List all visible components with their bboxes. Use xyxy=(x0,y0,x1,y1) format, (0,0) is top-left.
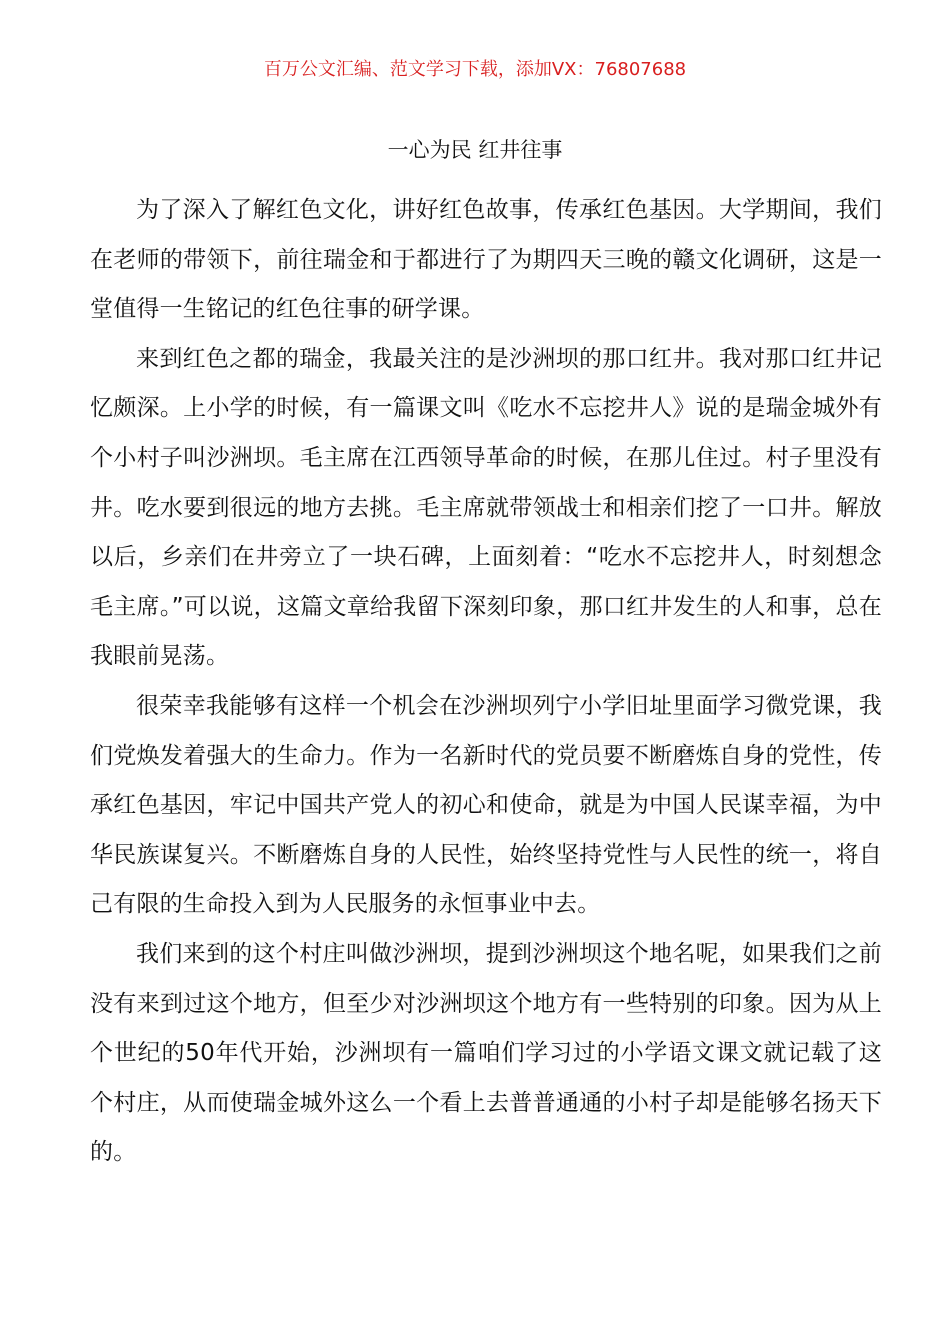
paragraph-4: 我们来到的这个村庄叫做沙洲坝，提到沙洲坝这个地名呢，如果我们之前没有来到过这个地方，但至少对沙洲坝这个地方有一些特别的印象。因为从上个世纪的50年代开始，沙洲坝有一篇咱们学习过的小学语文课文就记载了这个村庄，从而使瑞金城外这么一个看上去普普通通的小村子却是能够名扬天下的。 xyxy=(90,940,882,1166)
document-title: 一心为民 红井往事 xyxy=(387,138,563,162)
paragraph-3: 很荣幸我能够有这样一个机会在沙洲坝列宁小学旧址里面学习微党课，我们党焕发着强大的生命力。作为一名新时代的党员要不断磨炼自身的党性，传承红色基因，牢记中国共产党人的初心和使命，就是为中国人民谋幸福，为中华民族谋复兴。不断磨炼自身的人民性，始终坚持党性与人民性的统一，将自己有限的生命投入到为人民服务的永恒事业中去。 xyxy=(90,692,882,918)
header-promo-note: 百万公文汇编、范文学习下载，添加VX：76807688 xyxy=(263,59,687,80)
paragraph-2: 来到红色之都的瑞金，我最关注的是沙洲坝的那口红井。我对那口红井记忆颇深。上小学的时候，有一篇课文叫《吃水不忘挖井人》说的是瑞金城外有个小村子叫沙洲坝。毛主席在江西领导革命的时候，在那儿住过。村子里没有井。吃水要到很远的地方去挑。毛主席就带领战士和相亲们挖了一口井。解放以后，乡亲们在井旁立了一块石碑，上面刻着：“吃水不忘挖井人，时刻想念毛主席。”可以说，这篇文章给我留下深刻印象，那口红井发生的人和事，总在我眼前晃荡。 xyxy=(90,345,882,670)
document-body xyxy=(90,186,882,1178)
paragraph-1: 为了深入了解红色文化，讲好红色故事，传承红色基因。大学期间，我们在老师的带领下，前往瑞金和于都进行了为期四天三晚的赣文化调研，这是一堂值得一生铭记的红色往事的研学课。 xyxy=(90,197,882,323)
